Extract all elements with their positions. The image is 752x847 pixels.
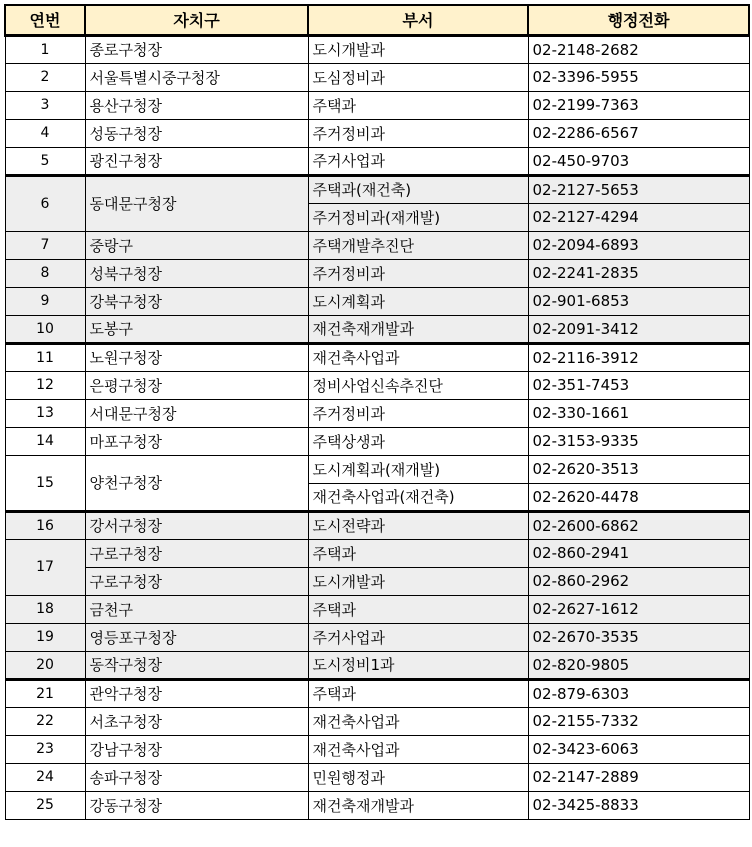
phone-number: 02-2670-3535 [528,623,749,651]
district-name: 동대문구청장 [85,175,308,231]
row-number: 19 [5,623,85,651]
row-number: 13 [5,399,85,427]
department-name: 민원행정과 [308,763,528,791]
department-name: 주택과 [308,679,528,707]
district-name: 용산구청장 [85,91,308,119]
department-name: 재건축사업과 [308,735,528,763]
department-name: 주거사업과 [308,147,528,175]
phone-number: 02-2148-2682 [528,35,749,63]
header-row [5,5,749,35]
phone-number: 02-2094-6893 [528,231,749,259]
department-name: 주거정비과(재개발) [308,203,528,231]
phone-number: 02-2199-7363 [528,91,749,119]
row-number: 10 [5,315,85,343]
phone-number: 02-2127-5653 [528,175,749,203]
table-row [5,427,749,455]
district-name: 금천구 [85,595,308,623]
table-row [5,511,749,539]
table-row [5,707,749,735]
district-name: 광진구청장 [85,147,308,175]
district-name: 양천구청장 [85,455,308,511]
department-name: 도시전략과 [308,511,528,539]
table-row [5,539,749,567]
table-row [5,35,749,63]
table-row [5,119,749,147]
department-name: 도시계획과 [308,287,528,315]
phone-number: 02-879-6303 [528,679,749,707]
district-name: 강남구청장 [85,735,308,763]
row-number: 9 [5,287,85,315]
row-number: 18 [5,595,85,623]
phone-number: 02-2116-3912 [528,343,749,371]
district-name: 강동구청장 [85,791,308,819]
district-name: 서초구청장 [85,707,308,735]
phone-number: 02-330-1661 [528,399,749,427]
row-number: 5 [5,147,85,175]
phone-number: 02-2600-6862 [528,511,749,539]
row-number: 1 [5,35,85,63]
contact-table [4,4,750,820]
row-number: 15 [5,455,85,511]
table-row [5,763,749,791]
department-name: 도심정비과 [308,63,528,91]
department-name: 도시계획과(재개발) [308,455,528,483]
district-name: 종로구청장 [85,35,308,63]
district-name: 동작구청장 [85,651,308,679]
phone-number: 02-2620-3513 [528,455,749,483]
district-name: 마포구청장 [85,427,308,455]
table-row [5,623,749,651]
department-name: 도시정비1과 [308,651,528,679]
phone-number: 02-860-2941 [528,539,749,567]
phone-number: 02-3423-6063 [528,735,749,763]
district-name: 성동구청장 [85,119,308,147]
header-no: 연번 [5,5,85,35]
row-number: 17 [5,539,85,595]
table-row [5,735,749,763]
header-phone: 행정전화 [528,5,749,35]
table-row [5,91,749,119]
department-name: 주택과(재건축) [308,175,528,203]
department-name: 주택과 [308,539,528,567]
row-number: 4 [5,119,85,147]
phone-number: 02-860-2962 [528,567,749,595]
table-row [5,595,749,623]
table-row [5,315,749,343]
department-name: 주거정비과 [308,119,528,147]
department-name: 재건축재개발과 [308,315,528,343]
table-row [5,791,749,819]
table-row [5,287,749,315]
table-row [5,567,749,595]
table-row [5,343,749,371]
table-row [5,259,749,287]
phone-number: 02-450-9703 [528,147,749,175]
district-name: 노원구청장 [85,343,308,371]
department-name: 정비사업신속추진단 [308,371,528,399]
row-number: 7 [5,231,85,259]
department-name: 재건축사업과(재건축) [308,483,528,511]
row-number: 23 [5,735,85,763]
table-row [5,651,749,679]
phone-number: 02-2147-2889 [528,763,749,791]
phone-number: 02-2241-2835 [528,259,749,287]
table-row [5,63,749,91]
row-number: 25 [5,791,85,819]
district-name: 강서구청장 [85,511,308,539]
row-number: 11 [5,343,85,371]
district-name: 관악구청장 [85,679,308,707]
phone-number: 02-2627-1612 [528,595,749,623]
district-name: 도봉구 [85,315,308,343]
row-number: 6 [5,175,85,231]
district-name: 구로구청장 [85,567,308,595]
table-row [5,371,749,399]
phone-number: 02-820-9805 [528,651,749,679]
district-name: 구로구청장 [85,539,308,567]
department-name: 주거정비과 [308,259,528,287]
phone-number: 02-2620-4478 [528,483,749,511]
table-row [5,175,749,203]
row-number: 3 [5,91,85,119]
district-name: 은평구청장 [85,371,308,399]
phone-number: 02-2286-6567 [528,119,749,147]
phone-number: 02-901-6853 [528,287,749,315]
phone-number: 02-2155-7332 [528,707,749,735]
district-name: 영등포구청장 [85,623,308,651]
table-row [5,231,749,259]
district-name: 중랑구 [85,231,308,259]
row-number: 8 [5,259,85,287]
district-name: 서울특별시중구청장 [85,63,308,91]
row-number: 2 [5,63,85,91]
table-row [5,455,749,483]
district-name: 성북구청장 [85,259,308,287]
department-name: 재건축사업과 [308,707,528,735]
department-name: 재건축재개발과 [308,791,528,819]
department-name: 주택개발추진단 [308,231,528,259]
phone-number: 02-3153-9335 [528,427,749,455]
header-dept: 부서 [308,5,528,35]
district-name: 서대문구청장 [85,399,308,427]
header-district: 자치구 [85,5,308,35]
row-number: 21 [5,679,85,707]
phone-number: 02-2091-3412 [528,315,749,343]
phone-number: 02-3425-8833 [528,791,749,819]
department-name: 주택상생과 [308,427,528,455]
row-number: 20 [5,651,85,679]
department-name: 주택과 [308,91,528,119]
department-name: 도시개발과 [308,567,528,595]
table-row [5,679,749,707]
phone-number: 02-3396-5955 [528,63,749,91]
row-number: 16 [5,511,85,539]
table-row [5,399,749,427]
table-body [5,35,749,819]
row-number: 12 [5,371,85,399]
phone-number: 02-2127-4294 [528,203,749,231]
row-number: 24 [5,763,85,791]
district-name: 송파구청장 [85,763,308,791]
department-name: 주택과 [308,595,528,623]
department-name: 재건축사업과 [308,343,528,371]
department-name: 도시개발과 [308,35,528,63]
phone-number: 02-351-7453 [528,371,749,399]
row-number: 14 [5,427,85,455]
row-number: 22 [5,707,85,735]
department-name: 주거정비과 [308,399,528,427]
department-name: 주거사업과 [308,623,528,651]
table-row [5,147,749,175]
district-name: 강북구청장 [85,287,308,315]
